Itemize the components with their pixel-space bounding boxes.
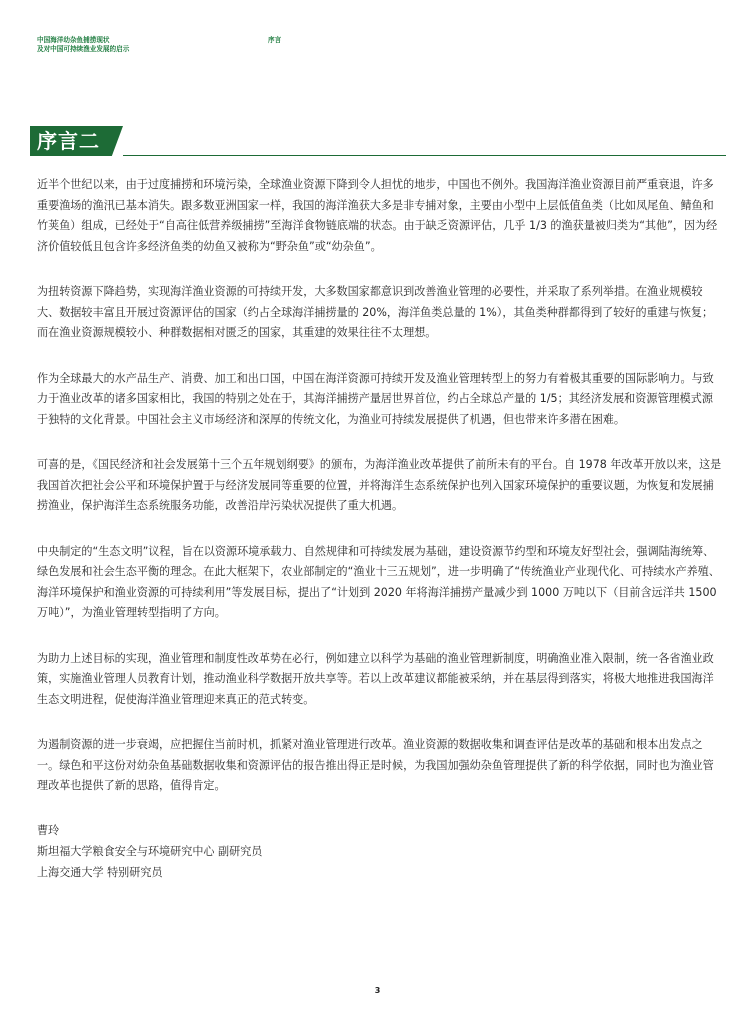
page-title: 序言二	[37, 129, 100, 153]
running-header-section: 序言	[268, 36, 282, 44]
heading-rule	[123, 155, 726, 156]
signature-affiliation-2: 上海交通大学 特别研究员	[37, 865, 163, 879]
paragraph-3: 作为全球最大的水产品生产、消费、加工和出口国，中国在海洋资源可持续开发及渔业管理转型上的努力有着极其重要的国际影响力。与致力于渔业改革的诸多国家相比，我国的特别之处在于，其海洋捕捞产量居世界首位，约占全球总产量的 1/5；其经济发展和资源管理模式源于独特的文化背景。中国社会主义市场经济和深厚的传统文化，为渔业可持续发展提供了机遇，但也带来许多潜在困难。	[37, 371, 714, 426]
running-header-title	[37, 36, 237, 54]
paragraph-1: 近半个世纪以来，由于过度捕捞和环境污染，全球渔业资源下降到令人担忧的地步，中国也不例外。我国海洋渔业资源目前严重衰退，许多重要渔场的渔汛已基本消失。跟多数亚洲国家一样，我国的海洋渔获大多是非专捕对象，主要由小型中上层低值鱼类（比如凤尾鱼、鲭鱼和竹荚鱼）组成，已经处于“自高往低营养级捕捞”至海洋食物链底端的状态。由于缺乏资源评估，几乎 1/3 的渔获量被归类为“其他”，因为经济价值较低且包含许多经济鱼类的幼鱼又被称为“野杂鱼”或“幼杂鱼”。	[37, 178, 718, 253]
paragraph-5: 中央制定的“生态文明”议程，旨在以资源环境承载力、自然规律和可持续发展为基础，建设资源节约型和环境友好型社会，强调陆海统筹、绿色发展和社会生态平衡的理念。在此大框架下，农业部制定的“渔业十三五规划”，进一步明确了“传统渔业产业现代化、可持续水产养殖、海洋环境保护和渔业资源的可持续利用”等发展目标，提出了“计划到 2020 年将海洋捕捞产量减少到 1000 万吨以下（目前含远洋共 1500 万吨）”，为渔业管理转型指明了方向。	[37, 544, 720, 619]
signature-name: 曹玲	[37, 823, 60, 837]
paragraph-2: 为扭转资源下降趋势，实现海洋渔业资源的可持续开发，大多数国家都意识到改善渔业管理的必要性，并采取了系列举措。在渔业规模较大、数据较丰富且开展过资源评估的国家（约占全球海洋捕捞量的 20%，海洋鱼类总量的 1%），其鱼类种群都得到了较好的重建与恢复；而在渔业资源规模较小、种群数据相对匮乏的国家，其重建的效果往往不太理想。	[37, 285, 714, 339]
paragraph-4: 可喜的是，《国民经济和社会发展第十三个五年规划纲要》的颁布，为海洋渔业改革提供了前所未有的平台。自 1978 年改革开放以来，这是我国首次把社会公平和环境保护置于与经济发展同等重要的位置，并将海洋生态系统保护也列入国家环境保护的重要议题，为恢复和发展捕捞渔业，保护海洋生态系统服务功能，改善沿岸污染状况提供了重大机遇。	[37, 458, 722, 512]
signature-block	[37, 820, 723, 883]
document-body	[37, 175, 723, 883]
signature-affiliation-1: 斯坦福大学粮食安全与环境研究中心 副研究员	[37, 844, 263, 858]
running-header-line-1: 中国海洋幼杂鱼捕捞现状	[37, 36, 110, 44]
paragraph-7: 为遏制资源的进一步衰竭，应把握住当前时机，抓紧对渔业管理进行改革。渔业资源的数据收集和调查评估是改革的基础和根本出发点之一。绿色和平这份对幼杂鱼基础数据收集和资源评估的报告推出得正是时候，为我国加强幼杂鱼管理提供了新的科学依据，同时也为渔业管理改革也提供了新的思路，值得肯定。	[37, 738, 714, 792]
running-header-line-2: 及对中国可持续渔业发展的启示	[37, 45, 130, 53]
paragraph-6: 为助力上述目标的实现，渔业管理和制度性改革势在必行，例如建立以科学为基础的渔业管理新制度，明确渔业准入限制，统一各省渔业政策，实施渔业管理人员教育计划，推动渔业科学数据开放共享等。若以上改革建议都能被采纳，并在基层得到落实，将极大地推进我国海洋生态文明进程，促使海洋渔业管理迎来真正的范式转变。	[37, 651, 714, 706]
page-number: 3	[374, 986, 381, 995]
